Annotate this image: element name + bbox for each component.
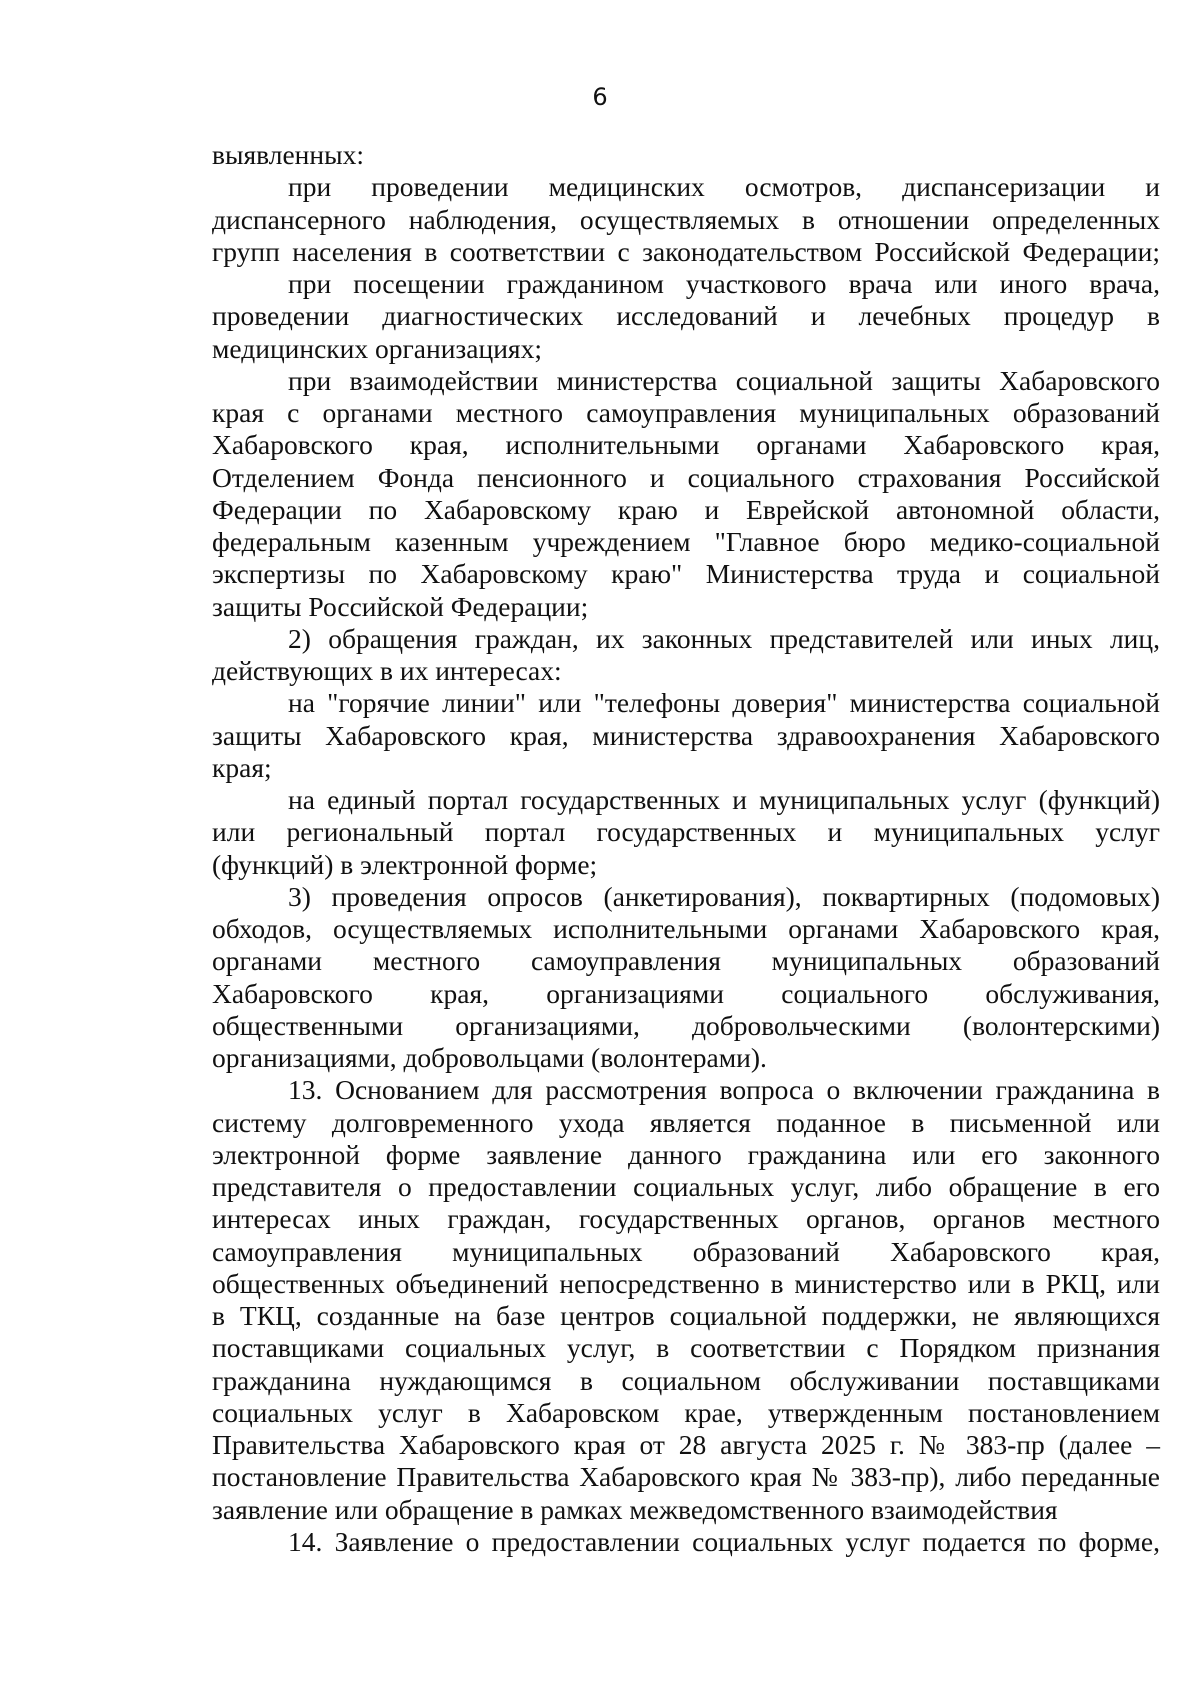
page-number: 6 [592, 83, 608, 111]
text-line: 3) проведения опросов (анкетирования), поквартирных (подомовых) [288, 880, 1160, 912]
text-line: при взаимодействии министерства социальной защиты Хабаровского [288, 364, 1160, 396]
text-line: проведении диагностических исследований и лечебных процедур в [212, 300, 1160, 332]
text-line: экспертизы по Хабаровскому краю" Министерства труда и социальной [212, 558, 1160, 590]
text-line: на "горячие линии" или "телефоны доверия" министерства социальной [288, 687, 1160, 719]
text-line: Хабаровского края, исполнительными органами Хабаровского края, [212, 429, 1160, 461]
text-line: медицинских организациях; [212, 332, 542, 364]
text-line: края; [212, 751, 272, 783]
text-line: действующих в их интересах: [212, 655, 562, 686]
text-line: органами местного самоуправления муниципальных образований [212, 945, 1160, 977]
text-line: организациями, добровольцами (волонтерами). [212, 1042, 767, 1073]
text-line: федеральным казенным учреждением "Главное бюро медико-социальной [212, 526, 1160, 557]
text-line: самоуправления муниципальных образований Хабаровского края, [212, 1235, 1160, 1267]
text-line: 14. Заявление о предоставлении социальных услуг подается по форме, [288, 1525, 1160, 1557]
text-line: обходов, осуществляемых исполнительными органами Хабаровского края, [212, 913, 1160, 944]
document-body [212, 139, 1160, 1558]
text-line: Хабаровского края, организациями социального обслуживания, [212, 977, 1160, 1009]
text-line: общественных объединений непосредственно в министерство или в РКЦ, или [212, 1267, 1160, 1299]
text-line: общественными организациями, добровольческими (волонтерскими) [212, 1009, 1160, 1041]
text-line: социальных услуг в Хабаровском крае, утвержденным постановлением [212, 1396, 1160, 1428]
text-line: заявление или обращение в рамках межведомственного взаимодействия [212, 1493, 1058, 1525]
text-line: 2) обращения граждан, их законных представителей или иных лиц, [288, 622, 1160, 654]
text-line: Отделением Фонда пенсионного и социального страхования Российской [212, 461, 1160, 493]
text-line: Федерации по Хабаровскому краю и Еврейской автономной области, [212, 493, 1160, 525]
text-line: поставщиками социальных услуг, в соответствии с Порядком признания [212, 1332, 1160, 1364]
text-line: при проведении медицинских осмотров, диспансеризации и [288, 171, 1160, 203]
text-line: (функций) в электронной форме; [212, 848, 598, 880]
text-line: выявленных: [212, 139, 364, 170]
text-line: постановление Правительства Хабаровского края № 383-пр), либо переданные [212, 1461, 1160, 1493]
text-line: или региональный портал государственных и муниципальных услуг [212, 816, 1160, 848]
text-line: гражданина нуждающимся в социальном обслуживании поставщиками [212, 1364, 1160, 1396]
text-line: на единый портал государственных и муниципальных услуг (функций) [288, 784, 1160, 815]
text-line: представителя о предоставлении социальных услуг, либо обращение в его [212, 1171, 1160, 1202]
text-line: систему долговременного ухода является поданное в письменной или [212, 1106, 1160, 1138]
text-line: диспансерного наблюдения, осуществляемых в отношении определенных [212, 203, 1160, 235]
text-line: интересах иных граждан, государственных органов, органов местного [212, 1203, 1160, 1235]
text-line: групп населения в соответствии с законодательством Российской Федерации; [212, 235, 1160, 267]
text-line: защиты Российской Федерации; [212, 590, 589, 622]
text-line: электронной форме заявление данного гражданина или его законного [212, 1138, 1160, 1170]
text-line: 13. Основанием для рассмотрения вопроса о включении гражданина в [288, 1074, 1160, 1106]
text-line: при посещении гражданином участкового врача или иного врача, [288, 268, 1160, 299]
text-line: защиты Хабаровского края, министерства здравоохранения Хабаровского [212, 719, 1160, 751]
text-line: Правительства Хабаровского края от 28 августа 2025 г. № 383-пр (далее – [212, 1429, 1160, 1460]
text-line: в ТКЦ, созданные на базе центров социальной поддержки, не являющихся [212, 1300, 1160, 1331]
text-line: края с органами местного самоуправления муниципальных образований [212, 397, 1160, 428]
